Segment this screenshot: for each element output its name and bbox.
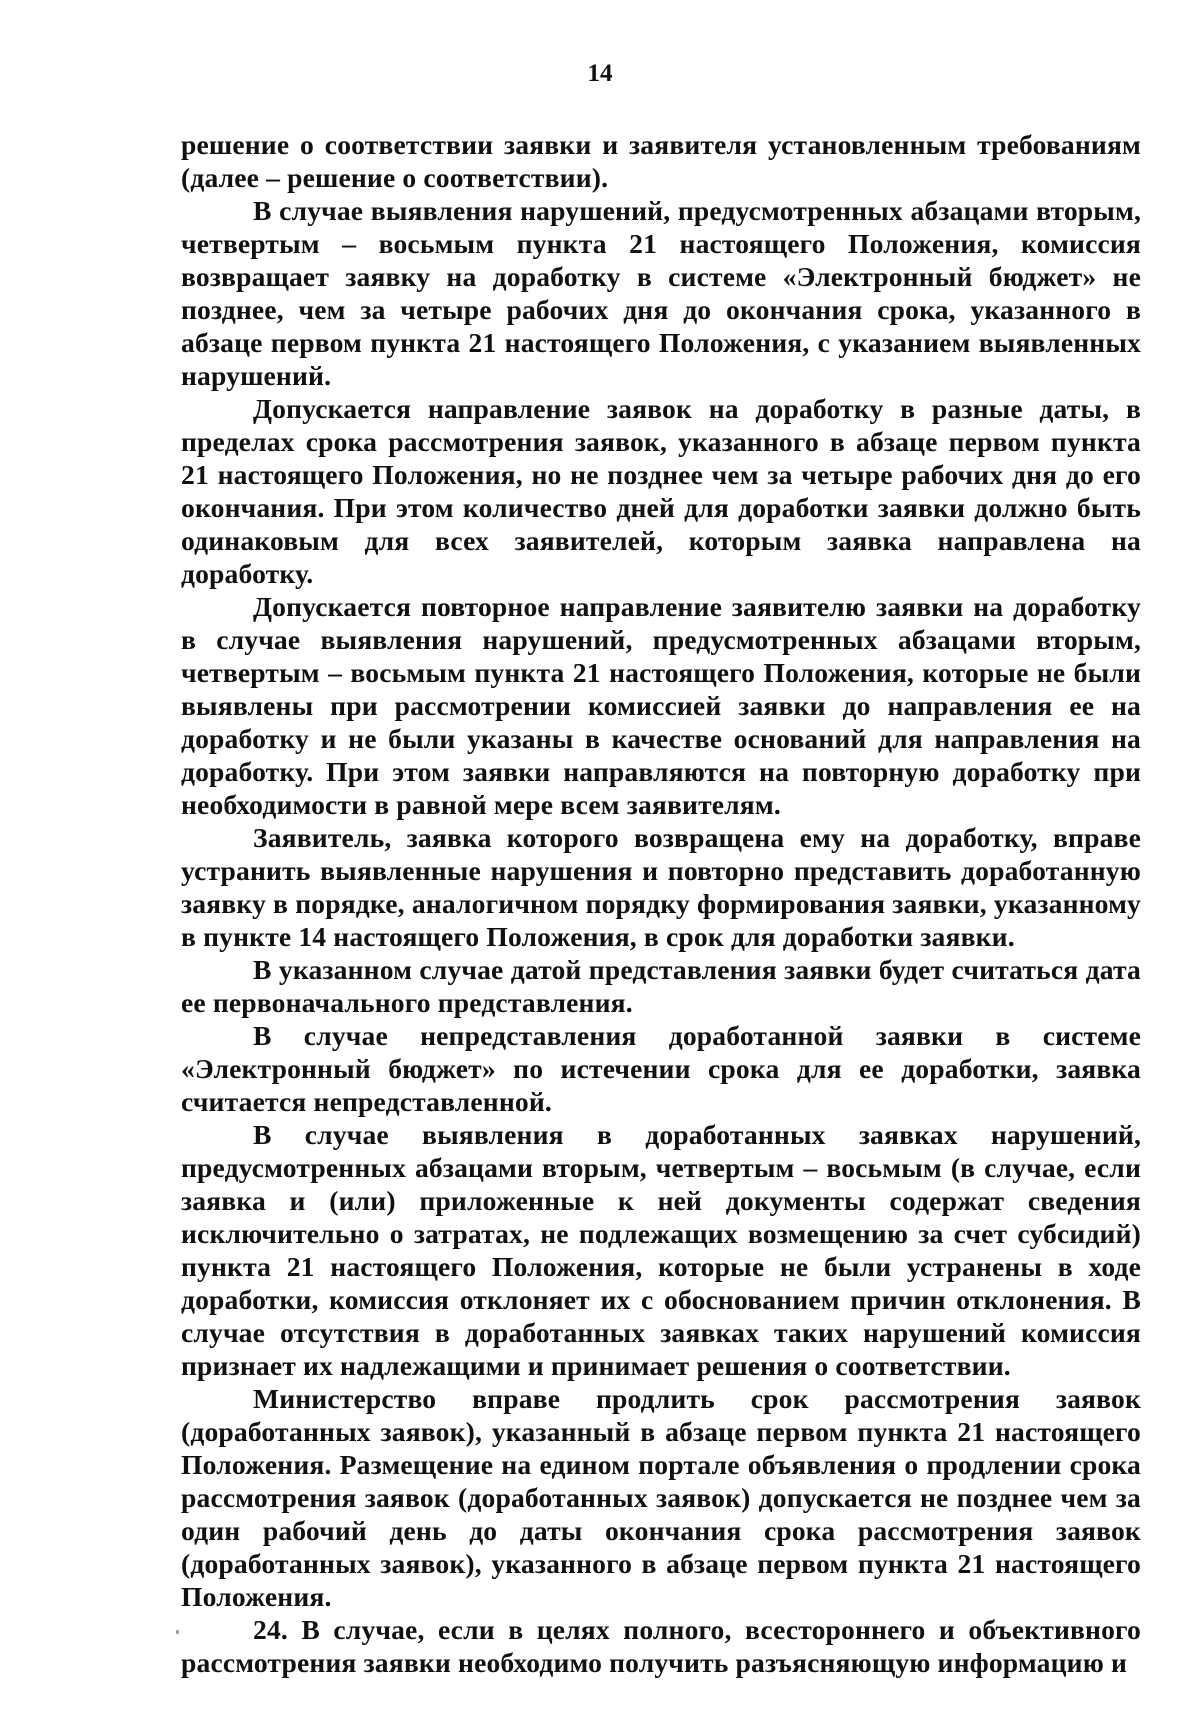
paragraph-repeated-revision: Допускается повторное направление заявителю заявки на доработку в случае выявления нарушений, предусмотренных абзацами вторым, четвертым – восьмым пункта 21 настоящего Положения, которые не были выявлены при рассмотрении комиссией заявки до направления ее на доработку и не были указаны в качестве оснований для направления на доработку. При этом заявки направляются на повторную доработку при необходимости в равной мере всем заявителям.: [181, 591, 1141, 820]
paragraph-return-for-revision: В случае выявления нарушений, предусмотренных абзацами вторым, четвертым – восьмым пункта 21 настоящего Положения, комиссия возвращает заявку на доработку в системе «Электронный бюджет» не позднее, чем за четыре рабочих дня до окончания срока, указанного в абзаце первом пункта 21 настоящего Положения, с указанием выявленных нарушений.: [181, 195, 1141, 391]
paragraph-violations-in-revised: В случае выявления в доработанных заявках нарушений, предусмотренных абзацами вторым, четвертым – восьмым (в случае, если заявка и (или) приложенные к ней документы содержат сведения исключительно о затратах, не подлежащих возмещению за счет субсидий) пункта 21 настоящего Положения, которые не были устранены в ходе доработки, комиссия отклоняет их с обоснованием причин отклонения. В случае отсутствия в доработанных заявках таких нарушений комиссия признает их надлежащими и принимает решения о соответствии.: [181, 1119, 1141, 1381]
scan-artifact-dot: [176, 1630, 179, 1634]
page-number: 14: [587, 60, 613, 87]
paragraph-different-dates: Допускается направление заявок на доработку в разные даты, в пределах срока рассмотрения заявок, указанного в абзаце первом пункта 21 настоящего Положения, но не позднее чем за четыре рабочих дня до его окончания. При этом количество дней для доработки заявки должно быть одинаковым для всех заявителей, которым заявка направлена на доработку.: [181, 393, 1141, 589]
document-body: [181, 128, 1141, 1679]
paragraph-non-submission: В случае непредставления доработанной заявки в системе «Электронный бюджет» по истечении срока для ее доработки, заявка считается непредставленной.: [181, 1020, 1141, 1117]
paragraph-submission-date: В указанном случае датой представления заявки будет считаться дата ее первоначального представления.: [181, 954, 1141, 1018]
paragraph-clause-24: 24. В случае, если в целях полного, всестороннего и объективного рассмотрения заявки необходимо получить разъясняющую информацию и: [181, 1614, 1141, 1678]
paragraph-continuation: решение о соответствии заявки и заявителя установленным требованиям (далее – решение о соответствии).: [181, 129, 1141, 193]
paragraph-ministry-extension: Министерство вправе продлить срок рассмотрения заявок (доработанных заявок), указанный в абзаце первом пункта 21 настоящего Положения. Размещение на едином портале объявления о продлении срока рассмотрения заявок (доработанных заявок) допускается не позднее чем за один рабочий день до даты окончания срока рассмотрения заявок (доработанных заявок), указанного в абзаце первом пункта 21 настоящего Положения.: [181, 1383, 1141, 1612]
paragraph-applicant-rights: Заявитель, заявка которого возвращена ему на доработку, вправе устранить выявленные нарушения и повторно представить доработанную заявку в порядке, аналогичном порядку формирования заявки, указанному в пункте 14 настоящего Положения, в срок для доработки заявки.: [181, 822, 1141, 952]
